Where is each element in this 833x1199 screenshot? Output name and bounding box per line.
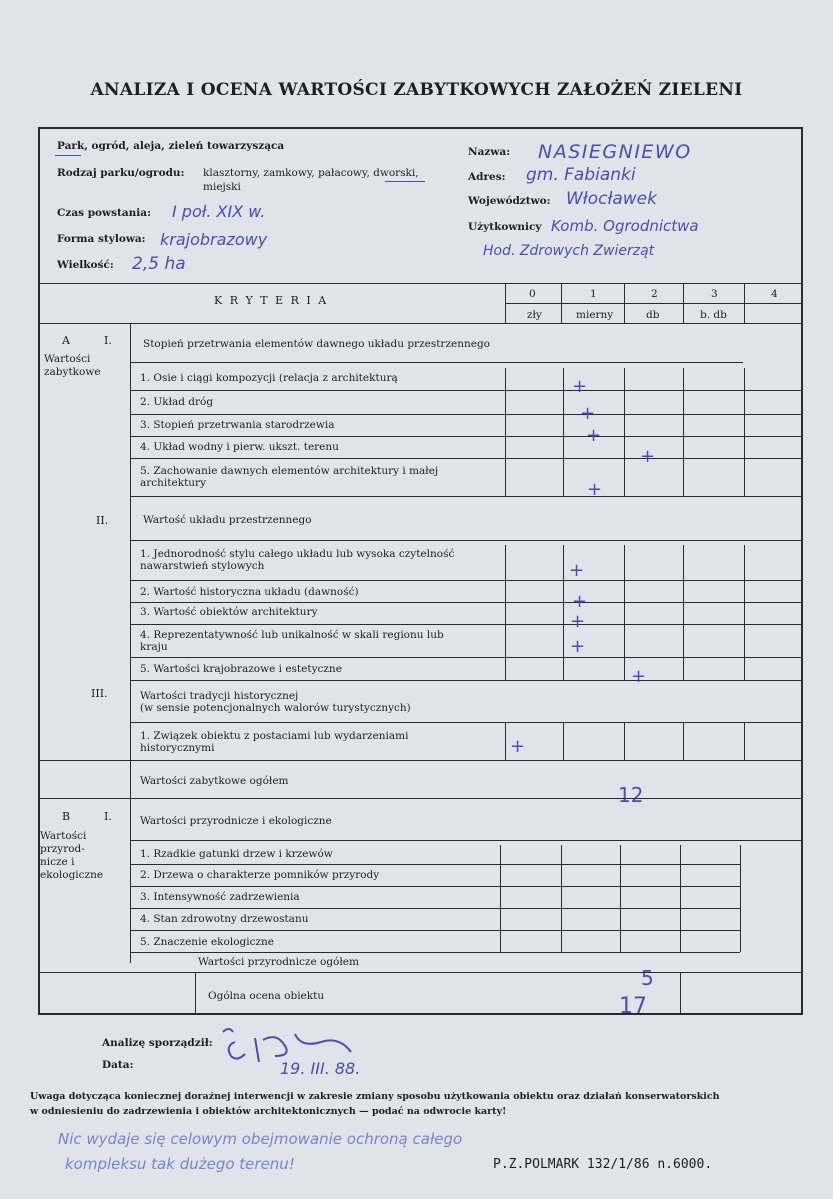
mark-a2-1: + <box>569 560 585 581</box>
score-4: 4 <box>771 288 778 300</box>
wojewodztwo-label: Województwo: <box>468 195 551 207</box>
park-underline <box>55 155 81 156</box>
row-line <box>130 414 803 415</box>
note-line-1: Nic wydaje się celowym obejmowanie ochroną całego <box>58 1130 463 1148</box>
grid-line <box>624 368 625 496</box>
section-a-letter: A <box>62 334 70 347</box>
row-line <box>130 908 740 909</box>
group-a3-title-1: Wartości tradycji historycznej <box>140 690 299 702</box>
row-line <box>130 362 743 363</box>
a2-row-2: 2. Wartość historyczna układu (dawność) <box>140 586 359 598</box>
grid-line <box>500 845 501 952</box>
analiza-label: Analizę sporządził: <box>102 1037 213 1049</box>
grid-line <box>744 545 745 680</box>
section-b-label-4: ekologiczne <box>40 869 104 881</box>
data-value: 19. III. 88. <box>280 1059 361 1078</box>
uzytkownicy-value-2: Hod. Zdrowych Zwierząt <box>483 243 655 259</box>
rodzaj-label: Rodzaj parku/ogrodu: <box>57 167 185 179</box>
row-line <box>130 680 803 681</box>
mark-a2-2: + <box>572 591 588 612</box>
adres-label: Adres: <box>468 171 506 183</box>
overall-label: Ogólna ocena obiektu <box>208 990 325 1002</box>
nazwa-label: Nazwa: <box>468 146 511 158</box>
a1-row-4: 4. Układ wodny i pierw. ukszt. terenu <box>140 441 339 453</box>
row-line <box>130 930 740 931</box>
a1-row-5: 5. Zachowanie dawnych elementów architektury i małej architektury <box>140 465 439 489</box>
score-3: 3 <box>711 288 718 300</box>
grid-line <box>624 545 625 680</box>
b-total-value: 5 <box>641 966 654 990</box>
data-label: Data: <box>102 1059 134 1071</box>
row-line <box>130 390 803 391</box>
b-row-1: 1. Rzadkie gatunki drzew i krzewów <box>140 848 333 860</box>
row-line <box>130 657 803 658</box>
criteria-header-divider <box>38 323 803 324</box>
row-line <box>130 580 803 581</box>
rodzaj-options: klasztorny, zamkowy, pałacowy, dworski, <box>203 167 419 179</box>
row-line <box>130 840 803 841</box>
group-a1-title: Stopień przetrwania elementów dawnego układu przestrzennego <box>143 338 490 350</box>
score-name-2: db <box>646 309 660 321</box>
a3-row-1: 1. Związek obiektu z postaciami lub wydarzeniami historycznymi <box>140 730 409 754</box>
score-2: 2 <box>651 288 658 300</box>
section-b-label-3: nicze i <box>40 856 75 868</box>
grid-line <box>683 545 684 680</box>
group-a3-title-2: (w sensie potencjonalnych walorów turystycznych) <box>140 702 411 714</box>
left-col-line-b <box>130 798 131 963</box>
a2-row-4: 4. Reprezentatywność lub unikalność w skali regionu lub kraju <box>140 629 444 653</box>
score-name-0: zły <box>527 309 542 321</box>
section-b-label-2: przyrod- <box>40 843 85 855</box>
mark-a1-1: + <box>572 376 588 397</box>
dworski-underline <box>385 181 425 182</box>
grid-line <box>683 368 684 496</box>
overall-col-line <box>680 972 681 1015</box>
row-line <box>130 864 740 865</box>
row-line <box>130 602 803 603</box>
uwaga-line-2: w odniesieniu do zadrzewienia i obiektów architektonicznych — podać na odwrocie karty! <box>30 1106 507 1117</box>
a2-row-3: 3. Wartość obiektów architektury <box>140 606 318 618</box>
rodzaj-options-2: miejski <box>203 181 241 193</box>
kryteria-label: K R Y T E R I A <box>214 294 329 307</box>
grid-line <box>561 845 562 952</box>
row-line <box>130 540 803 541</box>
grid-line <box>505 545 506 680</box>
note-line-2: kompleksu tak dużego terenu! <box>65 1155 295 1173</box>
wojewodztwo-value: Włocławek <box>566 189 657 209</box>
czas-label: Czas powstania: <box>57 207 151 219</box>
mark-a1-2: + <box>580 403 596 424</box>
row-line <box>130 952 740 953</box>
grid-line <box>683 722 684 760</box>
grid-line <box>563 368 564 496</box>
score-header-mid <box>505 303 803 304</box>
grid-line <box>563 722 564 760</box>
overall-col-line <box>195 972 196 1015</box>
row-line <box>38 760 803 761</box>
mark-a1-5: + <box>587 479 603 500</box>
row-line <box>130 722 803 723</box>
wielkosc-value: 2,5 ha <box>132 254 186 274</box>
uzytkownicy-label: Użytkownicy <box>468 221 542 233</box>
a2-row-5: 5. Wartości krajobrazowe i estetyczne <box>140 663 342 675</box>
section-b-label-1: Wartości <box>40 830 87 842</box>
uzytkownicy-value-1: Komb. Ogrodnictwa <box>551 217 699 235</box>
overall-value: 17 <box>619 994 647 1019</box>
mark-a2-5: + <box>631 666 647 687</box>
score-1: 1 <box>590 288 597 300</box>
grid-line <box>620 845 621 952</box>
group-b1-title: Wartości przyrodnicze i ekologiczne <box>140 815 332 827</box>
score-name-1: mierny <box>576 309 614 321</box>
czas-value: I poł. XIX w. <box>172 202 266 221</box>
uwaga-line-1: Uwaga dotycząca koniecznej doraźnej interwencji w zakresie zmiany sposobu użytkowania obiektu oraz działań konserwatorskich <box>30 1091 720 1102</box>
grid-line <box>744 722 745 760</box>
grid-line <box>740 845 741 952</box>
section-divider <box>38 798 803 799</box>
row-line <box>130 886 740 887</box>
mark-a3-1: + <box>510 736 526 757</box>
row-line <box>130 458 803 459</box>
park-type-label: Park, ogród, aleja, zieleń towarzysząca <box>57 140 285 152</box>
a-total-value: 12 <box>618 783 644 807</box>
wielkosc-label: Wielkość: <box>57 259 114 271</box>
adres-value: gm. Fabianki <box>526 165 636 185</box>
mark-a1-3: + <box>586 425 602 446</box>
section-b-roman: I. <box>104 810 112 823</box>
mark-a2-3: + <box>570 611 586 632</box>
grid-line <box>624 722 625 760</box>
mark-a1-4: + <box>640 446 656 467</box>
a2-row-1: 1. Jednorodność stylu całego układu lub wysoka czytelność nawarstwień stylowych <box>140 548 455 572</box>
b-row-3: 3. Intensywność zadrzewienia <box>140 891 300 903</box>
mark-a2-4: + <box>570 636 586 657</box>
b-row-2: 2. Drzewa o charakterze pomników przyrody <box>140 869 380 881</box>
printer-code: P.Z.POLMARK 132/1/86 n.6000. <box>493 1157 713 1172</box>
section-a-label-1: Wartości <box>44 353 91 365</box>
left-col-line <box>130 323 131 798</box>
forma-value: krajobrazowy <box>160 230 268 249</box>
header-divider <box>38 283 803 284</box>
section-a-label-2: zabytkowe <box>44 366 101 378</box>
a1-row-1: 1. Osie i ciągi kompozycji (relacja z architekturą <box>140 372 398 384</box>
group-a2-title: Wartość układu przestrzennego <box>143 514 312 526</box>
row-line <box>130 436 803 437</box>
section-b-letter: B <box>62 810 71 823</box>
forma-label: Forma stylowa: <box>57 233 146 245</box>
grid-line <box>505 722 506 760</box>
grid-line <box>563 545 564 680</box>
score-name-3: b. db <box>700 309 727 321</box>
b-row-4: 4. Stan zdrowotny drzewostanu <box>140 913 309 925</box>
grid-line <box>744 368 745 496</box>
a1-row-2: 2. Układ dróg <box>140 396 214 408</box>
b-row-5: 5. Znaczenie ekologiczne <box>140 936 275 948</box>
grid-line <box>505 368 506 496</box>
b-total-label: Wartości przyrodnicze ogółem <box>198 956 359 968</box>
score-0: 0 <box>529 288 536 300</box>
row-line <box>130 496 803 497</box>
row-line <box>130 624 803 625</box>
nazwa-value: NASIEGNIEWO <box>538 141 692 163</box>
a1-row-3: 3. Stopień przetrwania starodrzewia <box>140 419 335 431</box>
section-a-roman: I. <box>104 334 112 347</box>
grid-line <box>680 845 681 952</box>
a-total-label: Wartości zabytkowe ogółem <box>140 775 289 787</box>
section-a2-roman: II. <box>96 514 109 527</box>
section-divider <box>38 972 803 973</box>
section-a3-roman: III. <box>91 687 108 700</box>
form-title: ANALIZA I OCENA WARTOŚCI ZABYTKOWYCH ZAŁOŻEŃ ZIELENI <box>90 80 743 100</box>
